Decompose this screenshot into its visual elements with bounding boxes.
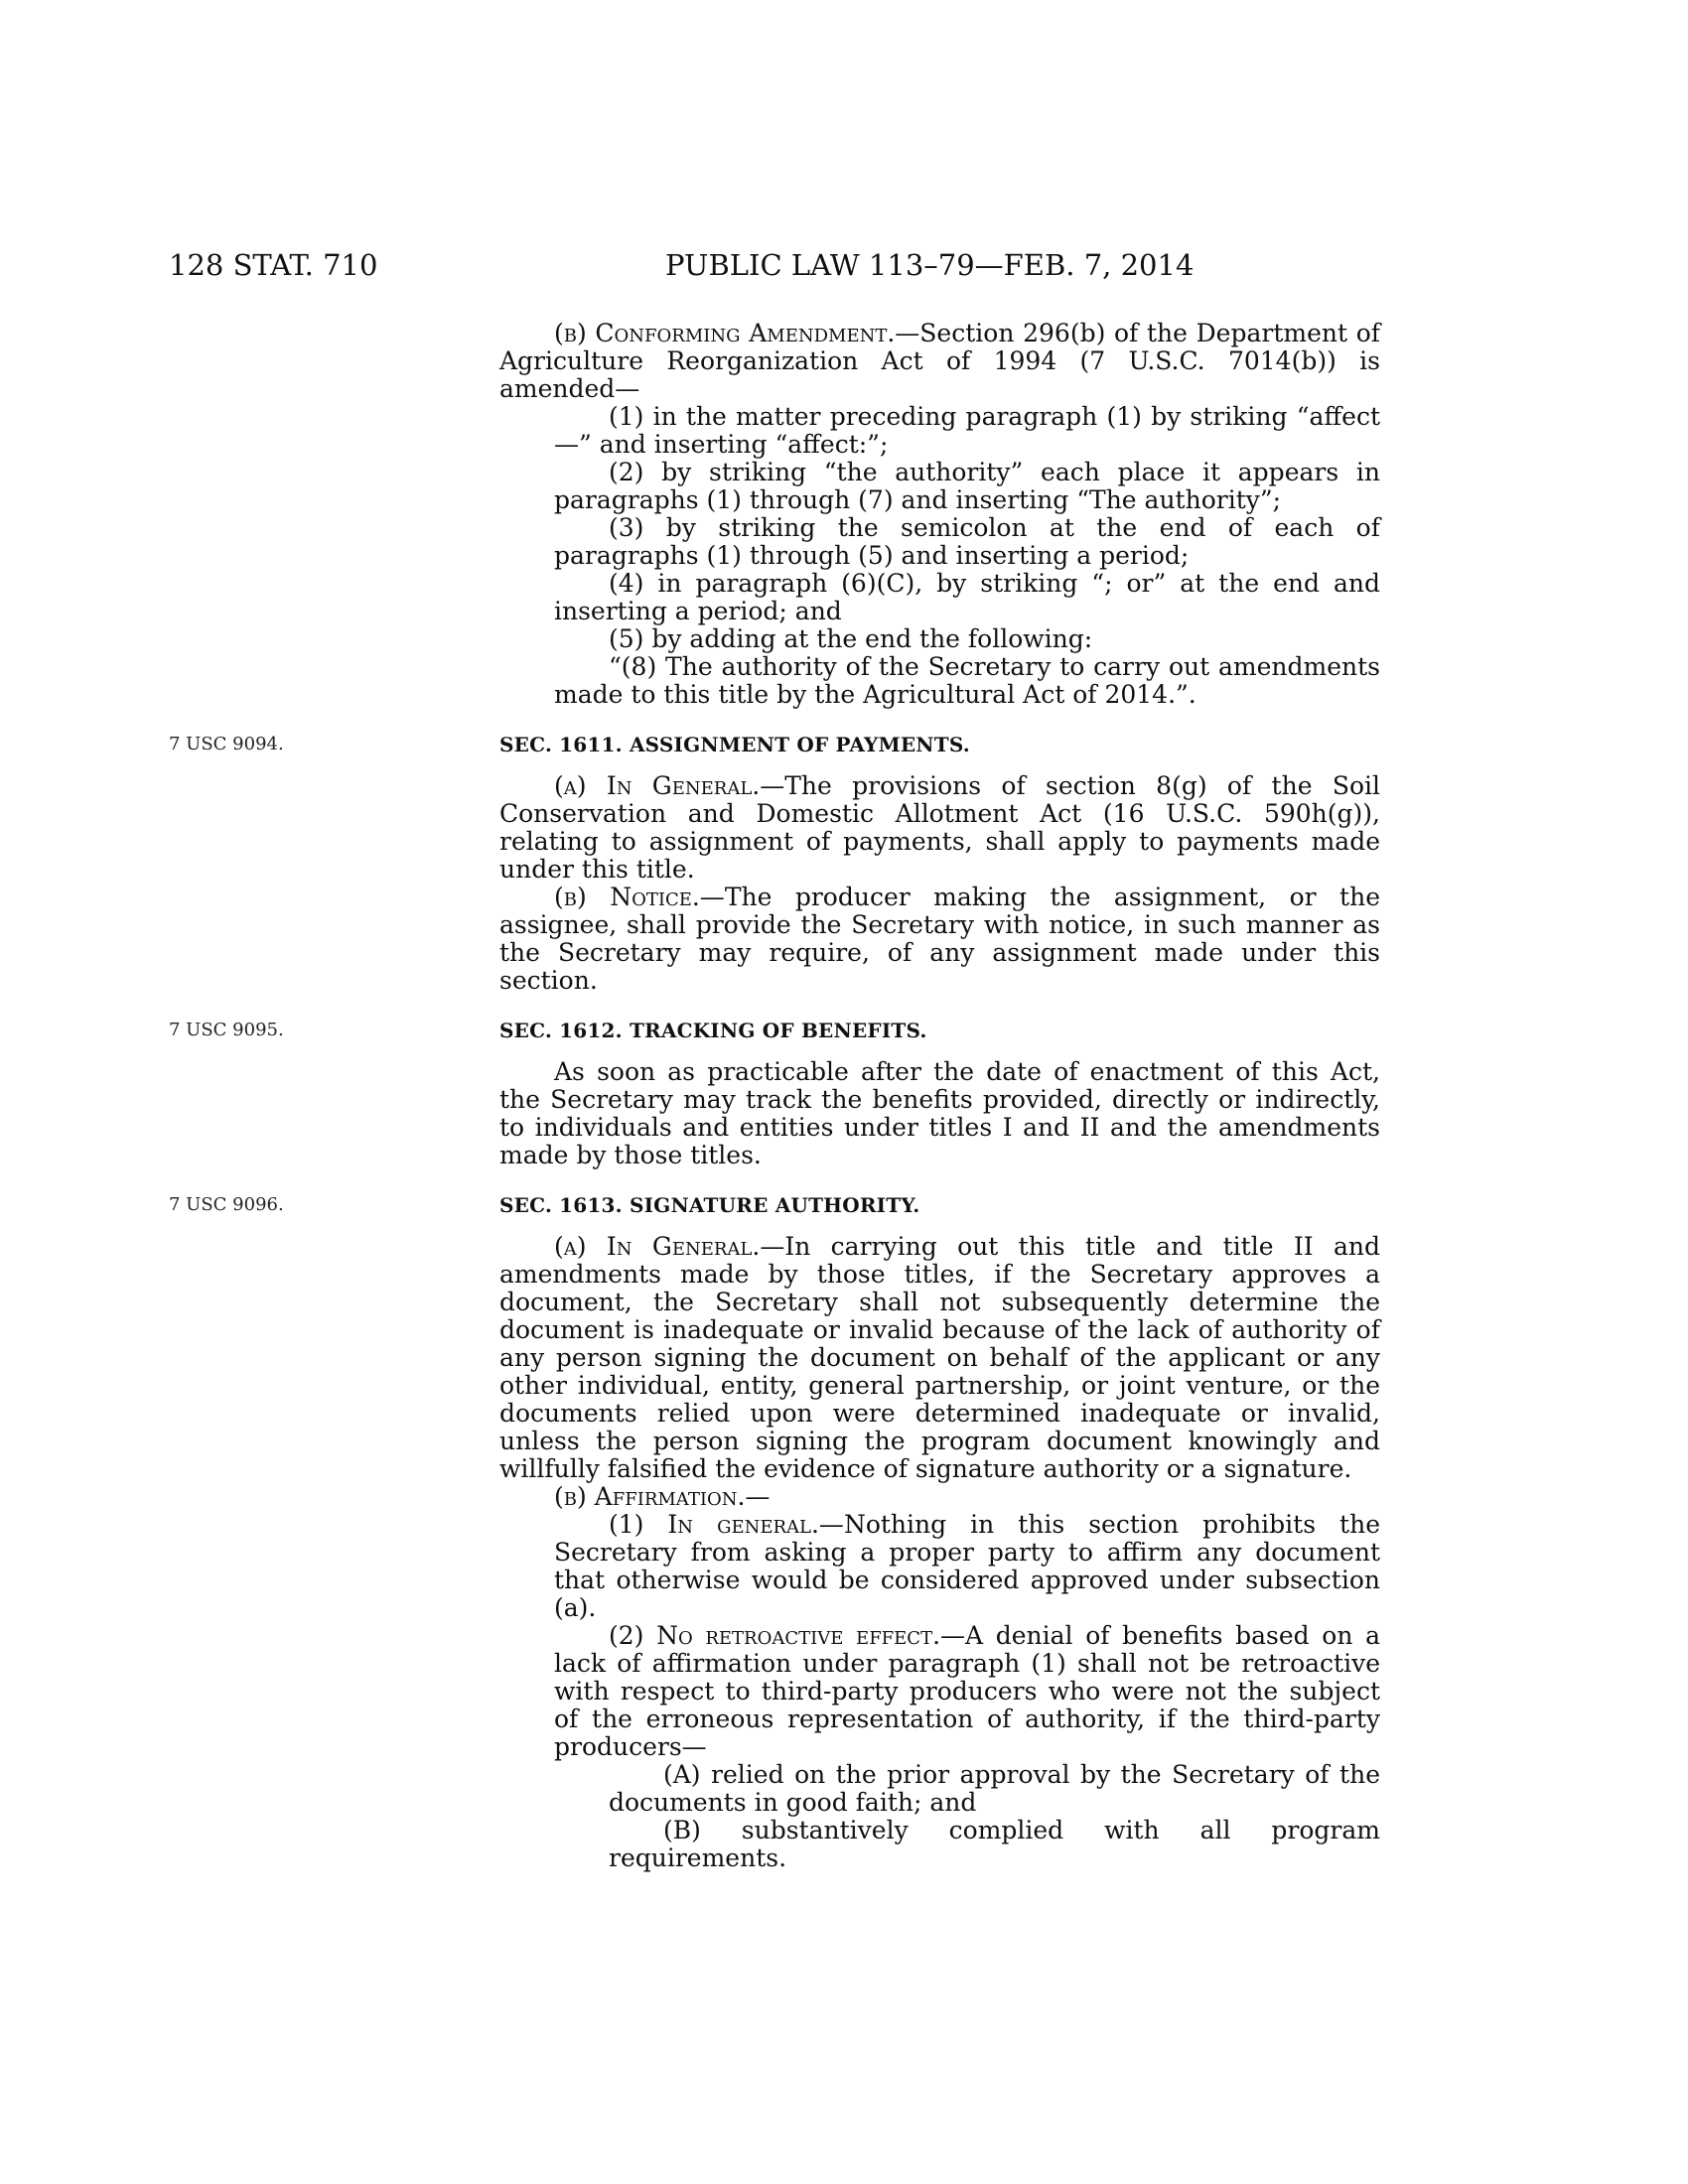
conforming-heading: (b) Conforming Amendment.— bbox=[554, 319, 920, 347]
section-1612 bbox=[169, 1017, 1460, 1169]
page-header bbox=[0, 248, 1688, 288]
public-law-header: PUBLIC LAW 113–79—FEB. 7, 2014 bbox=[665, 248, 1195, 282]
section-1613-b2: (2) No retroactive effect.—A denial of benefits based on a lack of affirmation under paragraph (1) shall not be retroactive with respect to third-party producers who were not the subject of the erroneous representation of authority, if the third-party producers— bbox=[554, 1621, 1380, 1761]
section-1613-b1: (1) In general.—Nothing in this section prohibits the Secretary from asking a proper party to affirm any document that otherwise would be considered approved under subsection (a). bbox=[554, 1510, 1381, 1622]
usc-citation-9095: 7 USC 9095. bbox=[169, 1020, 284, 1040]
section-1613-b-heading: (b) Affirmation.— bbox=[554, 1482, 771, 1511]
section-1612-text: As soon as practicable after the date of enactment of this Act, the Secretary may track the benefits provided, directly or indirectly, to individuals and entities under titles I and II and the amendments made by those titles. bbox=[499, 1057, 1380, 1169]
document-body bbox=[169, 320, 1460, 1872]
section-1612-title: SEC. 1612. TRACKING OF BENEFITS. bbox=[499, 1019, 927, 1042]
section-1613-title: SEC. 1613. SIGNATURE AUTHORITY. bbox=[499, 1193, 920, 1217]
conforming-amendment bbox=[499, 320, 1380, 709]
section-1613-b2-A: (A) relied on the prior approval by the Secretary of the documents in good faith; and bbox=[609, 1760, 1380, 1817]
conforming-item-8-quote: “(8) The authority of the Secretary to carry out amendments made to this title by the Agricultural Act of 2014.”. bbox=[554, 652, 1380, 709]
section-1611 bbox=[169, 731, 1460, 995]
conforming-item-1: (1) in the matter preceding paragraph (1) by striking “affect—” and inserting “affect:”; bbox=[554, 402, 1380, 459]
conforming-item-4: (4) in paragraph (6)(C), by striking “; or” at the end and inserting a period; and bbox=[554, 569, 1380, 625]
section-1611-title: SEC. 1611. ASSIGNMENT OF PAYMENTS. bbox=[499, 733, 970, 756]
section-1613 bbox=[169, 1191, 1460, 1872]
section-1611-a: (a) In General.—The provisions of section 8(g) of the Soil Conservation and Domestic Allotment Act (16 U.S.C. 590h(g)), relating to assignment of payments, shall apply to payments made under this title. bbox=[499, 771, 1380, 884]
conforming-intro: (b) Conforming Amendment.—Section 296(b) of the Department of Agriculture Reorganization Act of 1994 (7 U.S.C. 7014(b)) is amended— bbox=[499, 319, 1381, 403]
conforming-item-3: (3) by striking the semicolon at the end of each of paragraphs (1) through (5) and inserting a period; bbox=[554, 513, 1380, 570]
statute-page-number: 128 STAT. 710 bbox=[169, 248, 378, 282]
conforming-item-2: (2) by striking “the authority” each place it appears in paragraphs (1) through (7) and inserting “The authority”; bbox=[554, 458, 1380, 514]
usc-citation-9094: 7 USC 9094. bbox=[169, 734, 284, 754]
section-1613-b2-B: (B) substantively complied with all program requirements. bbox=[609, 1816, 1380, 1872]
usc-citation-9096: 7 USC 9096. bbox=[169, 1194, 284, 1215]
section-1613-a: (a) In General.—In carrying out this title and title II and amendments made by those titles, if the Secretary approves a document, the Secretary shall not subsequently determine the document is inadequate or invalid because of the lack of authority of any person signing the document on behalf of the applicant or any other individual, entity, general partnership, or joint venture, or the documents relied upon were determined inadequate or invalid, unless the person signing the program document knowingly and willfully falsified the evidence of signature authority or a signature. bbox=[499, 1232, 1380, 1483]
section-1611-b: (b) Notice.—The producer making the assignment, or the assignee, shall provide the Secretary with notice, in such manner as the Secretary may require, of any assignment made under this section. bbox=[499, 883, 1380, 995]
conforming-item-5: (5) by adding at the end the following: bbox=[609, 624, 1093, 653]
